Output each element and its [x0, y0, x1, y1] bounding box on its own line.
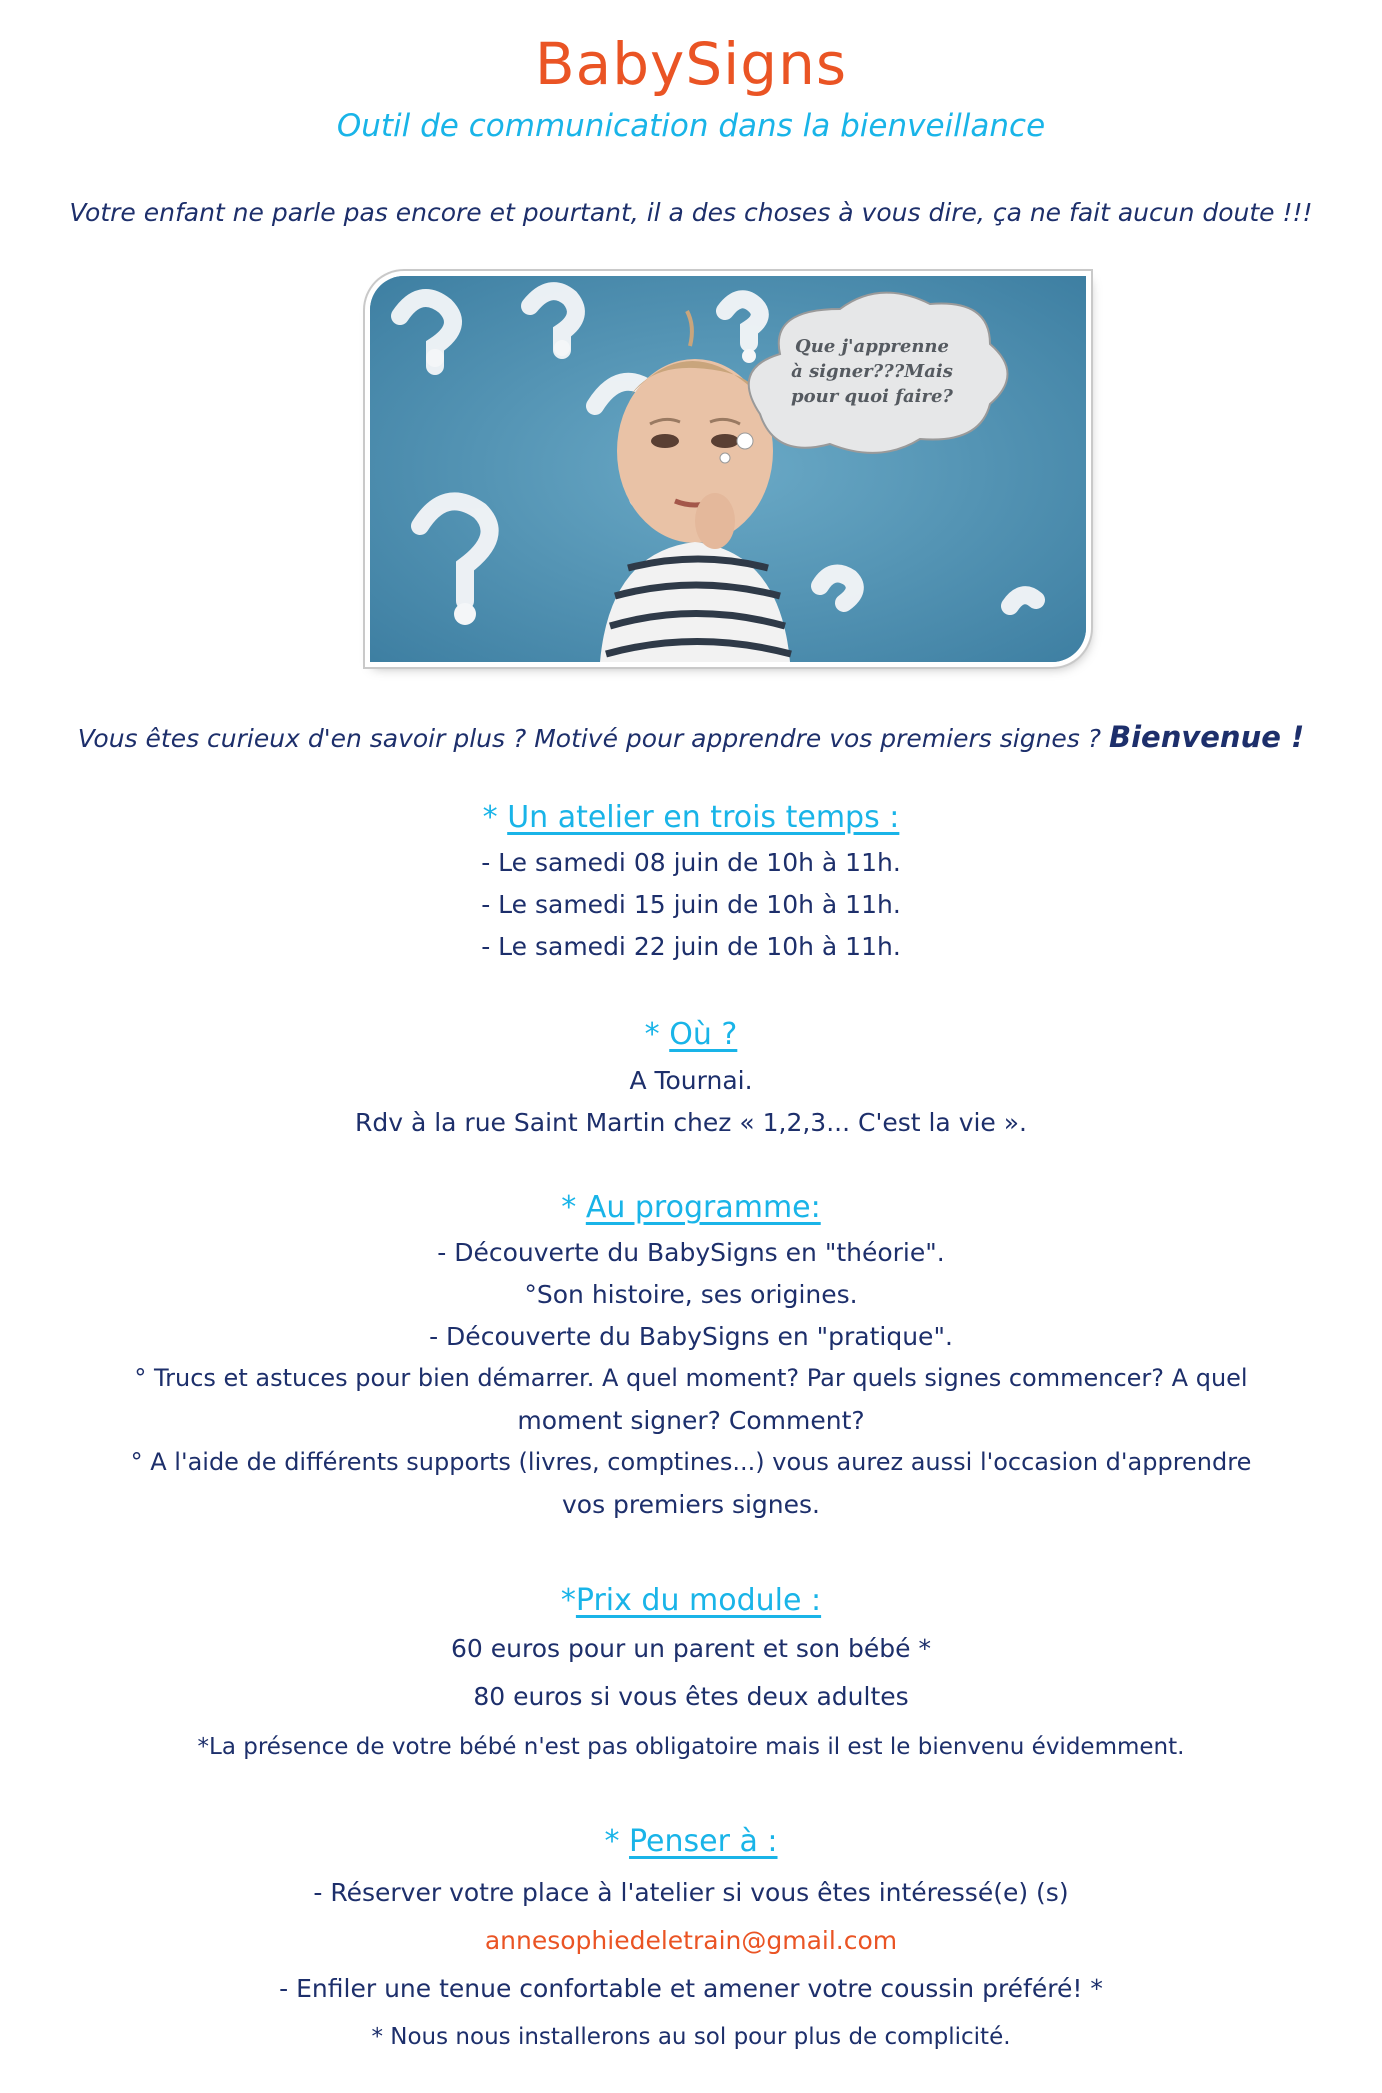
penser-heading-text: Penser à : [629, 1824, 778, 1859]
programme-line: - Découverte du BabySigns en "pratique". [429, 1322, 953, 1351]
bubble-line-2: à signer???Mais [791, 361, 953, 382]
ou-heading-text: Où ? [669, 1017, 738, 1052]
atelier-date: - Le samedi 08 juin de 10h à 11h. [481, 848, 901, 877]
ou-star: * [644, 1017, 670, 1052]
atelier-date: - Le samedi 15 juin de 10h à 11h. [481, 890, 901, 919]
programme-line: ° Trucs et astuces pour bien démarrer. A quel moment? Par quels signes commencer? A quel [134, 1364, 1248, 1392]
prix-heading [0, 1583, 1382, 1618]
prix-heading-text: Prix du module : [575, 1583, 822, 1618]
bubble-line-1: Que j'apprenne [795, 336, 949, 357]
atelier-heading-text: Un atelier en trois temps : [507, 800, 900, 835]
ou-line: Rdv à la rue Saint Martin chez « 1,2,3... C'est la vie ». [354, 1108, 1028, 1137]
penser-line-coussin: - Enfiler une tenue confortable et amener votre coussin préféré! * [279, 1974, 1103, 2003]
welcome-line [0, 720, 1382, 754]
programme-line: °Son histoire, ses origines. [524, 1280, 858, 1309]
page-title: BabySigns [534, 30, 848, 98]
penser-star: * [604, 1824, 630, 1859]
prix-note: *La présence de votre bébé n'est pas obligatoire mais il est le bienvenu évidemment. [197, 1734, 1185, 1760]
atelier-heading [0, 800, 1382, 835]
penser-note: * Nous nous installerons au sol pour plus de complicité. [371, 2024, 1011, 2050]
prix-star: * [560, 1583, 576, 1618]
intro-text: Votre enfant ne parle pas encore et pourtant, il a des choses à vous dire, ça ne fait aucun doute !!! [69, 198, 1313, 227]
prix-line: 80 euros si vous êtes deux adultes [473, 1682, 909, 1711]
ou-line: A Tournai. [629, 1066, 753, 1095]
programme-star: * [561, 1190, 586, 1225]
bubble-line-3: pour quoi faire? [791, 386, 953, 407]
programme-line: moment signer? Comment? [517, 1406, 865, 1435]
penser-line-reserve: - Réserver votre place à l'atelier si vous êtes intéressé(e) (s) [313, 1878, 1069, 1907]
programme-heading [0, 1190, 1382, 1225]
baby-photo [370, 276, 1086, 662]
prix-line: 60 euros pour un parent et son bébé * [451, 1634, 931, 1663]
welcome-text: Vous êtes curieux d'en savoir plus ? Motivé pour apprendre vos premiers signes ? [77, 724, 1102, 753]
programme-heading-text: Au programme: [585, 1190, 821, 1225]
ou-heading [0, 1017, 1382, 1052]
penser-heading [0, 1824, 1382, 1859]
programme-line: ° A l'aide de différents supports (livres, comptines...) vous aurez aussi l'occasion d'apprendre [130, 1448, 1252, 1476]
programme-line: - Découverte du BabySigns en "théorie". [437, 1238, 945, 1267]
atelier-date: - Le samedi 22 juin de 10h à 11h. [481, 932, 901, 961]
programme-line: vos premiers signes. [561, 1490, 820, 1519]
contact-email-link[interactable]: annesophiedeletrain@gmail.com [484, 1926, 898, 1955]
page-subtitle: Outil de communication dans la bienveillance [336, 108, 1046, 144]
atelier-star: * [482, 800, 508, 835]
thought-bubble-text [762, 334, 982, 409]
welcome-emphasis: Bienvenue ! [1109, 720, 1305, 754]
penser-email-row [0, 1926, 1382, 1955]
